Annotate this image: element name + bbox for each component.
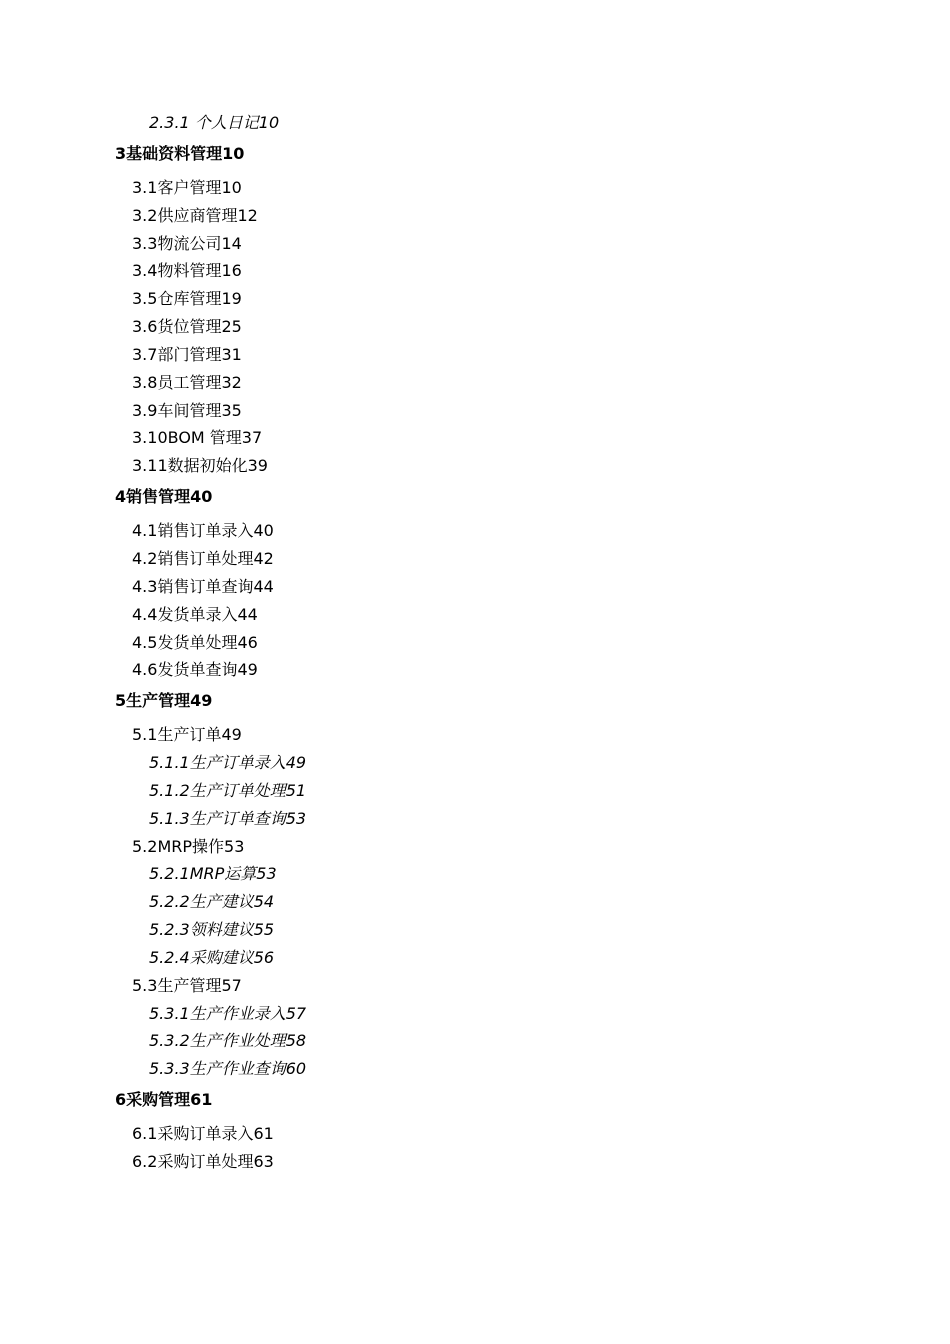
- toc-heading-3[interactable]: 3基础资料管理10: [115, 143, 245, 163]
- table-of-contents: [0, 110, 950, 1177]
- toc-entry-5-1[interactable]: 5.1生产订单49: [132, 725, 242, 745]
- toc-heading-6[interactable]: 6采购管理61: [115, 1090, 213, 1110]
- toc-entry-5-3-3[interactable]: 5.3.3生产作业查询60: [149, 1059, 307, 1079]
- toc-entry-5-2-4[interactable]: 5.2.4采购建议56: [149, 947, 275, 967]
- toc-entry-5-2-1[interactable]: 5.2.1MRP运算53: [149, 864, 277, 884]
- toc-entry-4-2[interactable]: 4.2销售订单处理42: [132, 548, 274, 568]
- toc-heading-4[interactable]: 4销售管理40: [115, 487, 213, 507]
- toc-entry-3-3[interactable]: 3.3物流公司14: [132, 233, 242, 253]
- toc-entry-5-2-2[interactable]: 5.2.2生产建议54: [149, 892, 275, 912]
- toc-entry-3-9[interactable]: 3.9车间管理35: [132, 400, 242, 420]
- toc-entry-3-4[interactable]: 3.4物料管理16: [132, 261, 242, 281]
- toc-entry-3-8[interactable]: 3.8员工管理32: [132, 372, 242, 392]
- toc-entry-5-3-2[interactable]: 5.3.2生产作业处理58: [149, 1031, 307, 1051]
- toc-entry-5-3-1[interactable]: 5.3.1生产作业录入57: [149, 1003, 307, 1023]
- toc-entry-4-5[interactable]: 4.5发货单处理46: [132, 632, 258, 652]
- toc-entry-2-3-1[interactable]: 2.3.1 个人日记10: [149, 113, 280, 132]
- toc-entry-5-2[interactable]: 5.2MRP操作53: [132, 836, 245, 856]
- toc-entry-3-7[interactable]: 3.7部门管理31: [132, 344, 242, 364]
- toc-entry-5-1-1[interactable]: 5.1.1生产订单录入49: [149, 753, 307, 773]
- toc-entry-3-6[interactable]: 3.6货位管理25: [132, 317, 242, 337]
- toc-entry-3-5[interactable]: 3.5仓库管理19: [132, 289, 242, 309]
- toc-entry-3-2[interactable]: 3.2供应商管理12: [132, 205, 258, 225]
- toc-entry-5-2-3[interactable]: 5.2.3领料建议55: [149, 920, 275, 940]
- toc-entry-4-4[interactable]: 4.4发货单录入44: [132, 604, 258, 624]
- toc-entry-3-11[interactable]: 3.11数据初始化39: [132, 456, 268, 476]
- toc-entry-3-10[interactable]: 3.10BOM 管理37: [132, 428, 263, 448]
- toc-entry-5-1-2[interactable]: 5.1.2生产订单处理51: [149, 780, 307, 800]
- toc-entry-4-1[interactable]: 4.1销售订单录入40: [132, 521, 274, 541]
- toc-entry-6-1[interactable]: 6.1采购订单录入61: [132, 1124, 274, 1144]
- toc-heading-5[interactable]: 5生产管理49: [115, 691, 213, 711]
- toc-entry-5-1-3[interactable]: 5.1.3生产订单查询53: [149, 808, 307, 828]
- toc-entry-3-1[interactable]: 3.1客户管理10: [132, 177, 242, 197]
- toc-entry-4-6[interactable]: 4.6发货单查询49: [132, 660, 258, 680]
- toc-entry-5-3[interactable]: 5.3生产管理57: [132, 975, 242, 995]
- toc-entry-6-2[interactable]: 6.2采购订单处理63: [132, 1152, 274, 1171]
- toc-entry-4-3[interactable]: 4.3销售订单查询44: [132, 576, 274, 596]
